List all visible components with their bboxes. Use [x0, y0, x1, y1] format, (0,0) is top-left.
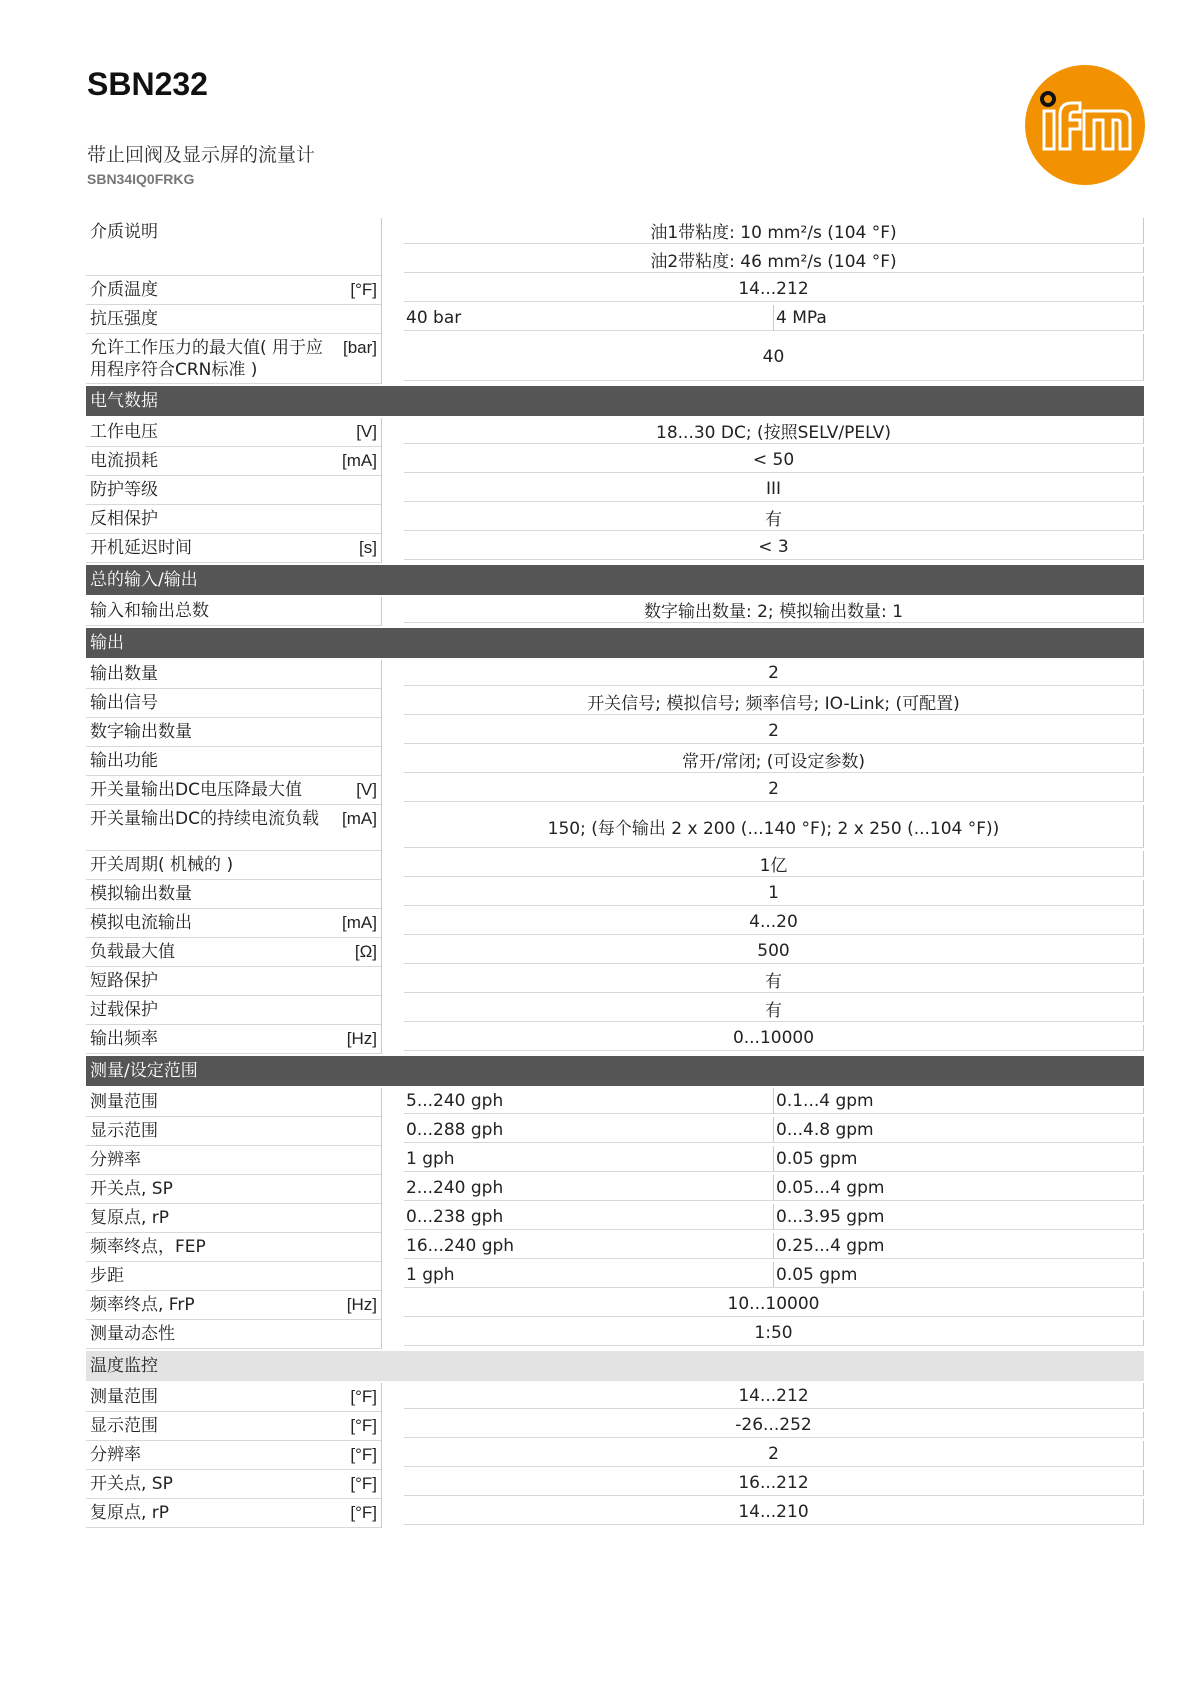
spec-row: [86, 534, 1144, 563]
spec-label: 输入和输出总数: [90, 601, 209, 621]
spec-label: 负载最大值: [90, 942, 175, 962]
spec-value-right: 0...3.95 gpm: [776, 1206, 885, 1227]
spec-value-cell: [404, 909, 1144, 938]
spec-label: 数字输出数量: [90, 722, 192, 742]
spec-label: 介质温度: [90, 280, 158, 300]
spec-value-cell: [404, 996, 1144, 1025]
spec-value: 14...212: [404, 276, 1144, 302]
spec-label-cell: [86, 851, 382, 880]
spec-unit: [mA]: [342, 809, 377, 828]
spec-value-right: 0.05 gpm: [776, 1264, 858, 1285]
spec-label: 输出功能: [90, 751, 158, 771]
spec-value: 14...210: [404, 1499, 1144, 1525]
spec-label: 开关点, SP: [90, 1474, 173, 1494]
spec-row: [86, 1441, 1144, 1470]
spec-label: 模拟电流输出: [90, 913, 192, 933]
spec-label-cell: [86, 505, 382, 534]
spec-value-cell: [404, 505, 1144, 534]
spec-row: [86, 1470, 1144, 1499]
spec-unit: [Hz]: [346, 1029, 377, 1048]
spec-value-cell: [404, 447, 1144, 476]
spec-value-right: 0.05...4 gpm: [776, 1177, 885, 1198]
spec-value-cell: [404, 1291, 1144, 1320]
spec-label: 复原点, rP: [90, 1503, 170, 1523]
spec-value-left: 1 gph: [404, 1146, 774, 1171]
spec-label: 模拟输出数量: [90, 884, 192, 904]
spec-label: 防护等级: [90, 480, 158, 500]
spec-value-left: 5...240 gph: [404, 1088, 774, 1113]
spec-value-cell: [404, 967, 1144, 996]
spec-label-cell: [86, 1117, 382, 1146]
spec-unit: [°F]: [350, 1387, 377, 1406]
spec-value: 18...30 DC; (按照SELV/PELV): [404, 418, 1144, 444]
spec-value-cell: [404, 476, 1144, 505]
spec-row: [86, 747, 1144, 776]
spec-value: 4...20: [404, 909, 1144, 935]
spec-row: [86, 447, 1144, 476]
spec-value: 有: [404, 967, 1144, 993]
spec-label-cell: [86, 1146, 382, 1175]
spec-label: 测量范围: [90, 1387, 158, 1407]
spec-label-cell: [86, 418, 382, 447]
spec-value-right: 0...4.8 gpm: [776, 1119, 874, 1140]
product-subtitle: 带止回阀及显示屏的流量计: [87, 144, 316, 166]
spec-row: [86, 1025, 1144, 1054]
section-header: 测量/设定范围: [86, 1056, 1144, 1086]
spec-value-cell: [404, 851, 1144, 880]
spec-label: 允许工作压力的最大值( 用于应用程序符合CRN标准 ): [90, 338, 324, 380]
spec-row: [86, 305, 1144, 334]
spec-label-cell: [86, 1441, 382, 1470]
spec-label-cell: [86, 1499, 382, 1528]
spec-label-cell: [86, 660, 382, 689]
section-header: 电气数据: [86, 386, 1144, 416]
spec-label-cell: [86, 909, 382, 938]
spec-unit: [Ω]: [354, 942, 377, 961]
spec-label: 反相保护: [90, 509, 158, 529]
spec-row: [86, 218, 1144, 276]
spec-value: 油2带粘度: 46 mm²/s (104 °F): [404, 247, 1144, 273]
spec-value: 14...212: [404, 1383, 1144, 1409]
spec-value-cell: [404, 1441, 1144, 1470]
spec-value: 常开/常闭; (可设定参数): [404, 747, 1144, 773]
spec-row: [86, 418, 1144, 447]
spec-label-cell: [86, 276, 382, 305]
spec-value-cell: [404, 1204, 1144, 1233]
spec-value: < 3: [404, 534, 1144, 560]
spec-value-left: 40 bar: [404, 305, 774, 330]
spec-row: [86, 967, 1144, 996]
spec-unit: [°F]: [350, 280, 377, 299]
spec-row: [86, 1233, 1144, 1262]
spec-row: [86, 660, 1144, 689]
spec-label: 显示范围: [90, 1416, 158, 1436]
spec-row: [86, 996, 1144, 1025]
spec-value: < 50: [404, 447, 1144, 473]
spec-label-cell: [86, 938, 382, 967]
product-title: SBN232: [87, 66, 208, 102]
spec-value: 开关信号; 模拟信号; 频率信号; IO-Link; (可配置): [404, 689, 1144, 715]
spec-label: 开关周期( 机械的 ): [90, 855, 234, 875]
spec-value-cell: [404, 218, 1144, 276]
spec-value-right: 0.05 gpm: [776, 1148, 858, 1169]
spec-label-cell: [86, 718, 382, 747]
spec-unit: [V]: [356, 422, 377, 441]
spec-label: 过载保护: [90, 1000, 158, 1020]
spec-value-cell: [404, 776, 1144, 805]
spec-value-left: 1 gph: [404, 1262, 774, 1287]
spec-value: 40: [404, 334, 1144, 381]
spec-value-cell: [404, 1262, 1144, 1291]
spec-row: [86, 1262, 1144, 1291]
spec-value: III: [404, 476, 1144, 502]
spec-value-cell: [404, 718, 1144, 747]
spec-row: [86, 938, 1144, 967]
spec-label: 测量范围: [90, 1092, 158, 1112]
spec-label: 输出数量: [90, 664, 158, 684]
spec-label-cell: [86, 1233, 382, 1262]
spec-value-cell: [404, 660, 1144, 689]
spec-value-cell: [404, 1175, 1144, 1204]
spec-label-cell: [86, 1320, 382, 1349]
spec-label: 抗压强度: [90, 309, 158, 329]
spec-label: 测量动态性: [90, 1324, 175, 1344]
spec-value-cell: [404, 880, 1144, 909]
spec-label-cell: [86, 218, 382, 276]
spec-label: 输出频率: [90, 1029, 158, 1049]
spec-label-cell: [86, 334, 382, 384]
spec-label-cell: [86, 534, 382, 563]
section-header: 总的输入/输出: [86, 565, 1144, 595]
spec-row: [86, 505, 1144, 534]
spec-value: 1亿: [404, 851, 1144, 877]
spec-value: 2: [404, 776, 1144, 802]
spec-label-cell: [86, 747, 382, 776]
spec-value: 2: [404, 1441, 1144, 1467]
spec-value-right: 0.25...4 gpm: [776, 1235, 885, 1256]
spec-unit: [mA]: [342, 451, 377, 470]
spec-label: 电流损耗: [90, 451, 158, 471]
spec-label-cell: [86, 597, 382, 626]
spec-value: 150; (每个输出 2 x 200 (...140 °F); 2 x 250 (...104 °F)): [404, 805, 1144, 848]
spec-label-cell: [86, 996, 382, 1025]
spec-row: [86, 689, 1144, 718]
spec-value-cell: [404, 747, 1144, 776]
spec-label: 短路保护: [90, 971, 158, 991]
spec-value-cell: [404, 1383, 1144, 1412]
spec-unit: [°F]: [350, 1445, 377, 1464]
spec-label: 开关量输出DC电压降最大值: [90, 780, 302, 800]
spec-label-cell: [86, 1412, 382, 1441]
spec-row: [86, 1204, 1144, 1233]
spec-row: [86, 909, 1144, 938]
spec-value-cell: [404, 1025, 1144, 1054]
spec-label-cell: [86, 1291, 382, 1320]
spec-label-cell: [86, 1470, 382, 1499]
spec-label: 开关量输出DC的持续电流负载: [90, 809, 319, 829]
spec-row: [86, 334, 1144, 384]
section-header: 温度监控: [86, 1351, 1144, 1381]
spec-value-cell: [404, 1320, 1144, 1349]
spec-row: [86, 1291, 1144, 1320]
spec-value: 500: [404, 938, 1144, 964]
spec-unit: [°F]: [350, 1474, 377, 1493]
spec-row: [86, 805, 1144, 851]
spec-label-cell: [86, 1383, 382, 1412]
spec-value: 油1带粘度: 10 mm²/s (104 °F): [404, 218, 1144, 244]
spec-unit: [V]: [356, 780, 377, 799]
spec-label-cell: [86, 967, 382, 996]
spec-label-cell: [86, 776, 382, 805]
spec-label-cell: [86, 1088, 382, 1117]
spec-value: 10...10000: [404, 1291, 1144, 1317]
spec-unit: [Hz]: [346, 1295, 377, 1314]
spec-row: [86, 880, 1144, 909]
spec-table: [86, 218, 1144, 1528]
spec-row: [86, 1117, 1144, 1146]
spec-value-cell: [404, 1499, 1144, 1528]
spec-value-cell: [404, 597, 1144, 626]
spec-value-cell: [404, 534, 1144, 563]
spec-value: 16...212: [404, 1470, 1144, 1496]
spec-row: [86, 1088, 1144, 1117]
spec-value-cell: [404, 1146, 1144, 1175]
spec-label-cell: [86, 1025, 382, 1054]
spec-value-right: 4 MPa: [776, 307, 827, 328]
spec-value-cell: [404, 1088, 1144, 1117]
spec-row: [86, 597, 1144, 626]
spec-value-cell: [404, 1117, 1144, 1146]
spec-label-cell: [86, 1262, 382, 1291]
spec-value: 0...10000: [404, 1025, 1144, 1051]
spec-label: 频率终点，FEP: [90, 1237, 206, 1257]
spec-label: 分辨率: [90, 1150, 141, 1170]
spec-value: 有: [404, 505, 1144, 531]
spec-value-left: 16...240 gph: [404, 1233, 774, 1258]
spec-row: [86, 1383, 1144, 1412]
spec-value-left: 0...238 gph: [404, 1204, 774, 1229]
spec-row: [86, 776, 1144, 805]
spec-label: 输出信号: [90, 693, 158, 713]
spec-row: [86, 851, 1144, 880]
spec-label: 步距: [90, 1266, 124, 1286]
spec-row: [86, 1320, 1144, 1349]
spec-value-cell: [404, 1470, 1144, 1499]
spec-value-cell: [404, 805, 1144, 851]
spec-row: [86, 1146, 1144, 1175]
spec-label: 分辨率: [90, 1445, 141, 1465]
spec-label: 复原点, rP: [90, 1208, 170, 1228]
spec-row: [86, 476, 1144, 505]
spec-value-cell: [404, 938, 1144, 967]
spec-value-right: 0.1...4 gpm: [776, 1090, 874, 1111]
section-header: 输出: [86, 628, 1144, 658]
article-code: SBN34IQ0FRKG: [87, 171, 195, 187]
spec-label-cell: [86, 1204, 382, 1233]
spec-value-cell: [404, 334, 1144, 384]
spec-value: 有: [404, 996, 1144, 1022]
spec-label-cell: [86, 1175, 382, 1204]
spec-value-cell: [404, 305, 1144, 334]
spec-row: [86, 718, 1144, 747]
spec-label: 开机延迟时间: [90, 538, 192, 558]
spec-value-left: 0...288 gph: [404, 1117, 774, 1142]
spec-value-cell: [404, 1233, 1144, 1262]
spec-label: 工作电压: [90, 422, 158, 442]
spec-row: [86, 276, 1144, 305]
spec-value: 数字输出数量: 2; 模拟输出数量: 1: [404, 597, 1144, 623]
spec-value-cell: [404, 276, 1144, 305]
spec-label-cell: [86, 476, 382, 505]
spec-label-cell: [86, 305, 382, 334]
spec-value-cell: [404, 418, 1144, 447]
spec-value-cell: [404, 689, 1144, 718]
spec-label-cell: [86, 689, 382, 718]
spec-value: 2: [404, 718, 1144, 744]
spec-label: 显示范围: [90, 1121, 158, 1141]
spec-unit: [°F]: [350, 1503, 377, 1522]
spec-label-cell: [86, 805, 382, 851]
spec-label: 开关点, SP: [90, 1179, 173, 1199]
spec-value: 2: [404, 660, 1144, 686]
spec-value-left: 2...240 gph: [404, 1175, 774, 1200]
spec-row: [86, 1175, 1144, 1204]
spec-value: 1: [404, 880, 1144, 906]
spec-unit: [bar]: [342, 338, 377, 357]
spec-label-cell: [86, 880, 382, 909]
spec-row: [86, 1412, 1144, 1441]
spec-value-cell: [404, 1412, 1144, 1441]
spec-value: -26...252: [404, 1412, 1144, 1438]
spec-unit: [°F]: [350, 1416, 377, 1435]
spec-value: 1:50: [404, 1320, 1144, 1346]
spec-label-cell: [86, 447, 382, 476]
spec-label: 频率终点, FrP: [90, 1295, 195, 1315]
spec-label: 介质说明: [90, 222, 158, 242]
spec-unit: [mA]: [342, 913, 377, 932]
spec-row: [86, 1499, 1144, 1528]
ifm-logo: [1024, 64, 1146, 186]
spec-unit: [s]: [359, 538, 377, 557]
